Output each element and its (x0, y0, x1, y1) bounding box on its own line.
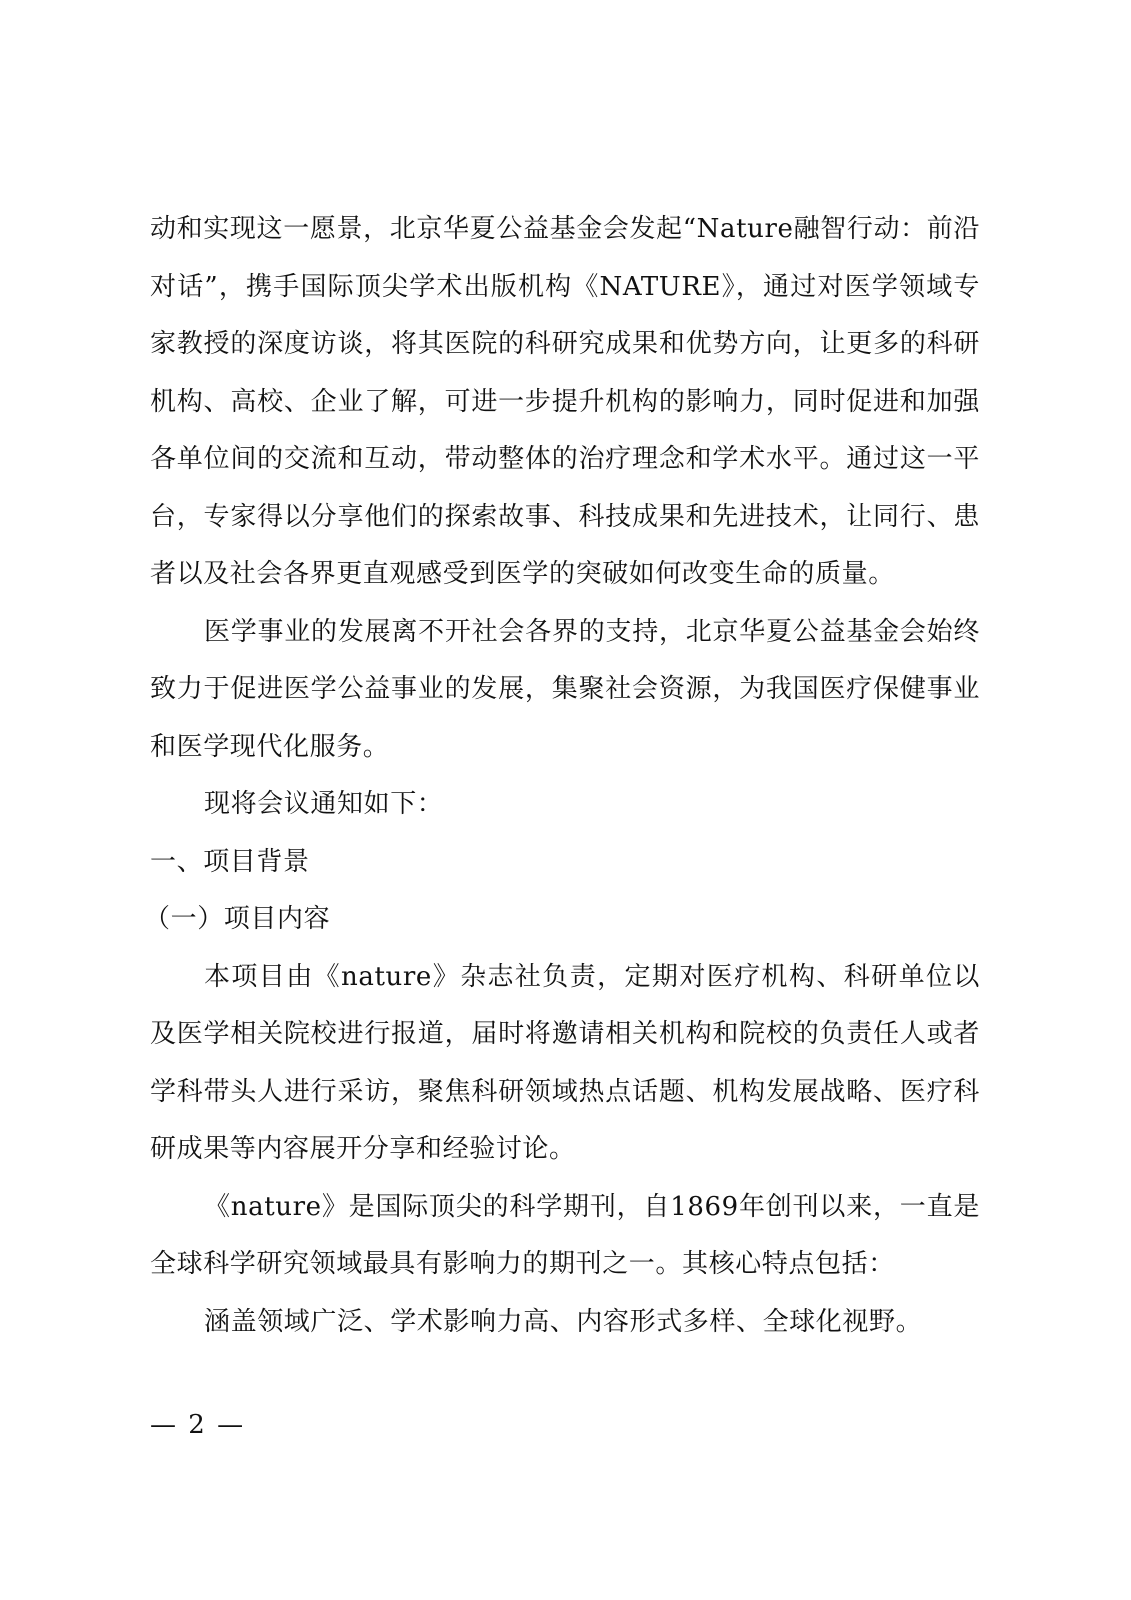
paragraph-features: 涵盖领域广泛、学术影响力高、内容形式多样、全球化视野。 (204, 1306, 923, 1337)
paragraph-nature-intro: 《nature》是国际顶尖的科学期刊，自1869年创刊以来，一直是全球科学研究领域最具有影响力的期刊之一。其核心特点包括： (150, 1191, 980, 1279)
paragraph-support: 医学事业的发展离不开社会各界的支持，北京华夏公益基金会始终致力于促进医学公益事业的发展，集聚社会资源，为我国医疗保健事业和医学现代化服务。 (150, 616, 980, 762)
section-heading: 一、项目背景 (150, 846, 310, 877)
page-number: — 2 — (150, 1410, 246, 1440)
paragraph-notice: 现将会议通知如下： (204, 789, 444, 819)
paragraph-intro: 动和实现这一愿景，北京华夏公益基金会发起“Nature融智行动：前沿对话”，携手国际顶尖学术出版机构《NATURE》，通过对医学领域专家教授的深度访谈，将其医院的科研究成果和优势方向，让更多的科研机构、高校、企业了解，可进一步提升机构的影响力，同时促进和加强各单位间的交流和互动，带动整体的治疗理念和学术水平。通过这一平台，专家得以分享他们的探索故事、科技成果和先进技术，让同行、患者以及社会各界更直观感受到医学的突破如何改变生命的质量。 (150, 214, 980, 589)
sub-heading: （一）项目内容 (144, 904, 331, 934)
body-text (144, 201, 980, 1351)
paragraph-project-content: 本项目由《nature》杂志社负责，定期对医疗机构、科研单位以及医学相关院校进行报道，届时将邀请相关机构和院校的负责任人或者学科带头人进行采访，聚焦科研领域热点话题、机构发展战略、医疗科研成果等内容展开分享和经验讨论。 (150, 961, 980, 1164)
